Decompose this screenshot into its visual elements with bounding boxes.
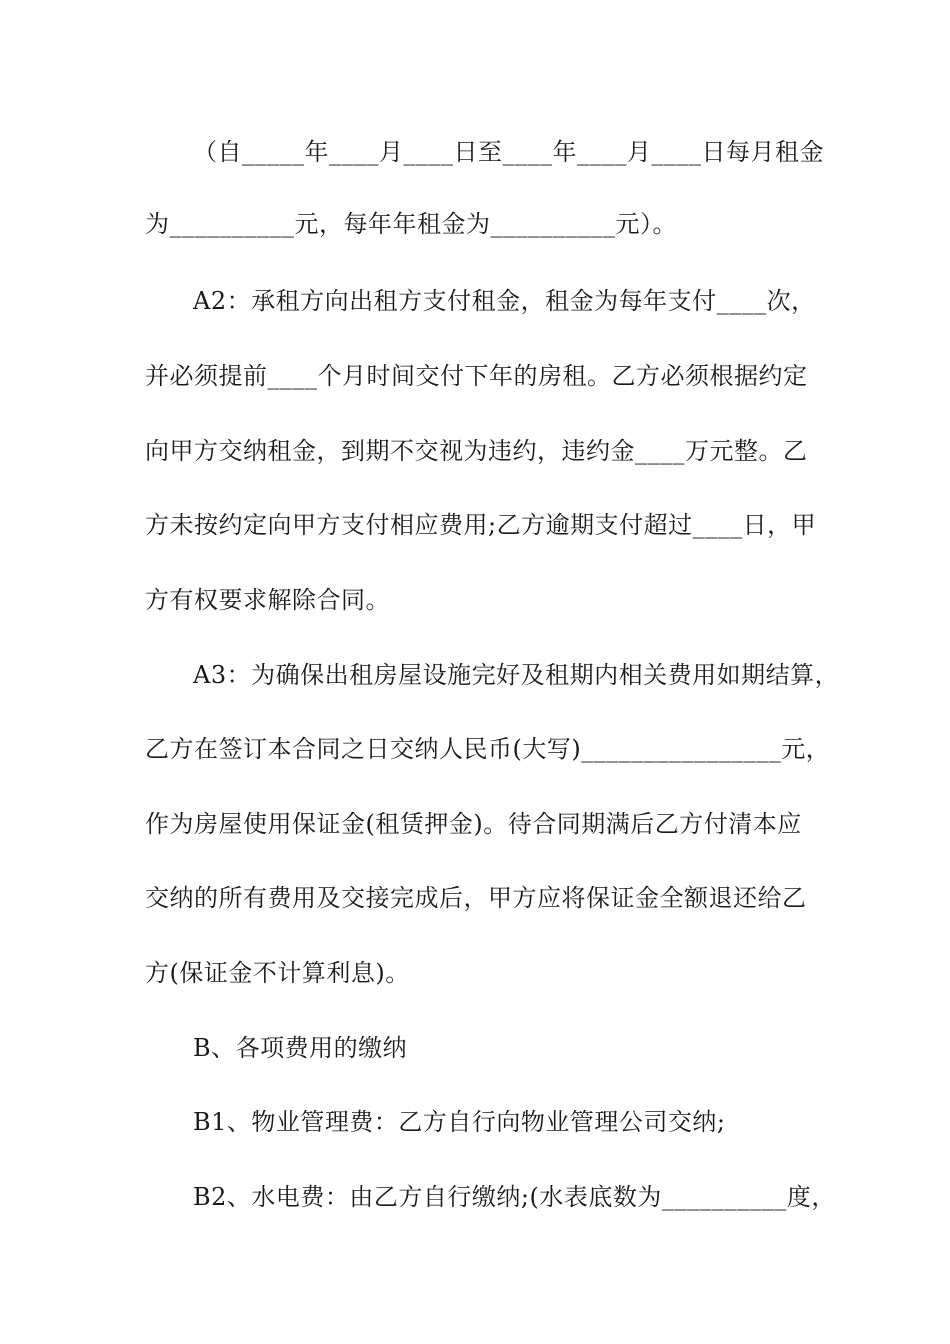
text-line: 乙方在签订本合同之日交纳人民币(大写)________________元， (145, 735, 831, 763)
text-line: 交纳的所有费用及交接完成后，甲方应将保证金全额退还给乙 (145, 884, 807, 912)
text-line: A3：为确保出租房屋设施完好及租期内相关费用如期结算， (193, 661, 840, 689)
text-line: 方有权要求解除合同。 (145, 586, 390, 614)
text-line: （自_____年____月____日至____年____月____日每月租金 (193, 138, 824, 166)
text-line: A2：承租方向出租方支付租金，租金为每年支付____次， (193, 287, 816, 315)
text-line: 方(保证金不计算利息)。 (145, 959, 410, 987)
text-line: B1、物业管理费：乙方自行向物业管理公司交纳; (193, 1108, 726, 1136)
text-line: 方未按约定向甲方支付相应费用;乙方逾期支付超过____日，甲 (145, 511, 817, 539)
text-line: 作为房屋使用保证金(租赁押金)。待合同期满后乙方付清本应 (145, 810, 802, 838)
section-heading: B、各项费用的缴纳 (193, 1034, 408, 1062)
text-line: 并必须提前____个月时间交付下年的房租。乙方必须根据约定 (145, 362, 808, 390)
text-line: 为__________元，每年年租金为__________元）。 (145, 210, 677, 238)
text-line: 向甲方交纳租金，到期不交视为违约，违约金____万元整。乙 (145, 437, 808, 465)
text-line: B2、水电费：由乙方自行缴纳;(水表底数为__________度， (193, 1183, 836, 1211)
